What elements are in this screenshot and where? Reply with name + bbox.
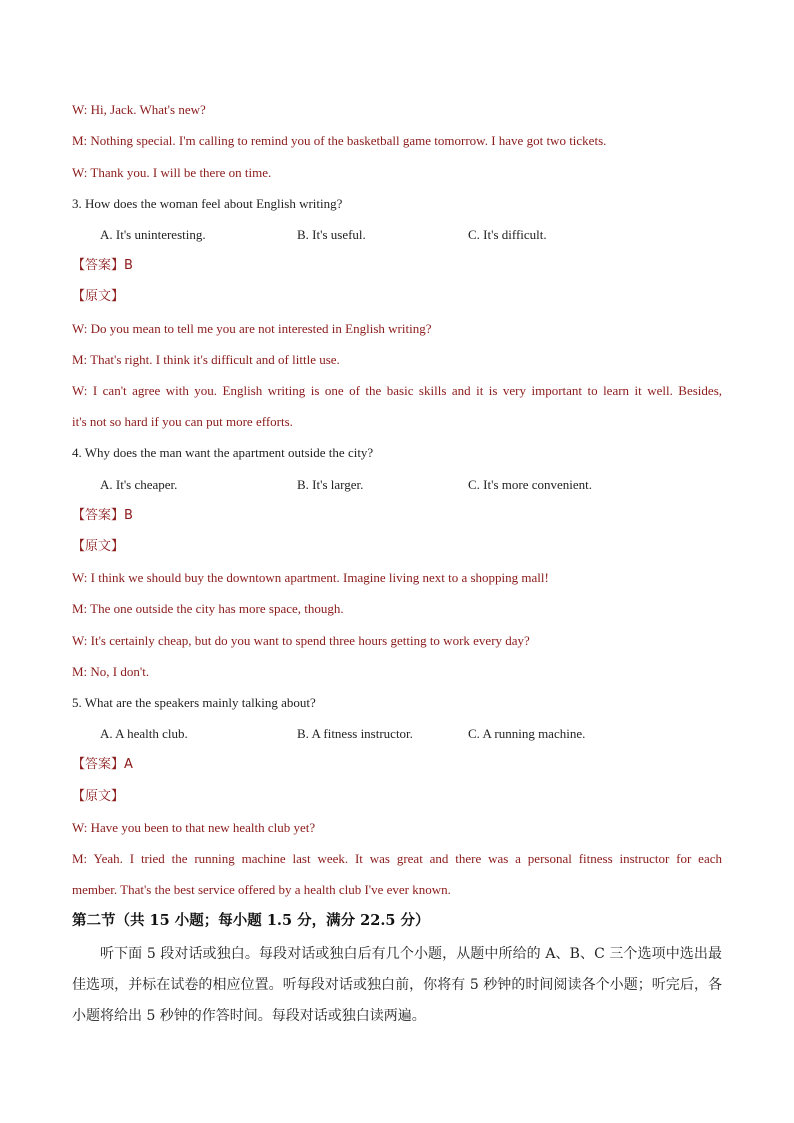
script-line: M: The one outside the city has more space, though. [72, 601, 344, 616]
script-line: it's not so hard if you can put more efforts. [72, 414, 293, 429]
answer-label: 【答案】A [72, 757, 133, 772]
dialogue-line: M: Nothing special. I'm calling to remind you of the basketball game tomorrow. I have got two tickets. [72, 133, 607, 148]
option-a: A. It's cheaper. [100, 477, 178, 492]
answer-label: 【答案】B [72, 258, 133, 273]
section-heading: 第二节（共 15 小题；每小题 1.5 分，满分 22.5 分） [72, 912, 430, 929]
script-label: 【原文】 [72, 539, 125, 554]
script-line: W: It's certainly cheap, but do you want to spend three hours getting to work every day? [72, 633, 530, 648]
script-line: W: I think we should buy the downtown apartment. Imagine living next to a shopping mall! [72, 570, 549, 585]
script-line: M: Yeah. I tried the running machine last week. It was great and there was a personal fitness instructor for each [72, 851, 722, 866]
question-stem: 3. How does the woman feel about English writing? [72, 196, 343, 211]
section-instructions: 听下面 5 段对话或独白。每段对话或独白后有几个小题，从题中所给的 A、B、C 三个选项中选出最佳选项，并标在试卷的相应位置。听每段对话或独白前，你将有 5 秒钟的时间阅读各个小题；听完后，各小题将给出 5 秒钟的作答时间。每段对话或独白读两遍。 [72, 946, 722, 1024]
script-line: member. That's the best service offered by a health club I've ever known. [72, 882, 451, 897]
script-line: M: That's right. I think it's difficult and of little use. [72, 352, 340, 367]
option-a: A. It's uninteresting. [100, 227, 206, 242]
option-c: C. A running machine. [468, 726, 586, 741]
script-line: M: No, I don't. [72, 664, 150, 679]
option-b: B. It's useful. [297, 227, 366, 242]
option-b: B. It's larger. [297, 477, 364, 492]
script-line: W: Do you mean to tell me you are not interested in English writing? [72, 321, 432, 336]
answer-label: 【答案】B [72, 508, 133, 523]
option-b: B. A fitness instructor. [297, 726, 413, 741]
script-line: W: I can't agree with you. English writing is one of the basic skills and it is very important to learn it well. Besides, [72, 383, 722, 398]
question-stem: 4. Why does the man want the apartment outside the city? [72, 445, 374, 460]
script-line: W: Have you been to that new health club yet? [72, 820, 316, 835]
dialogue-line: W: Hi, Jack. What's new? [72, 102, 206, 117]
script-label: 【原文】 [72, 289, 125, 304]
script-label: 【原文】 [72, 789, 125, 804]
question-stem: 5. What are the speakers mainly talking about? [72, 695, 316, 710]
option-c: C. It's more convenient. [468, 477, 593, 492]
option-a: A. A health club. [100, 726, 188, 741]
dialogue-line: W: Thank you. I will be there on time. [72, 165, 272, 180]
option-c: C. It's difficult. [468, 227, 547, 242]
